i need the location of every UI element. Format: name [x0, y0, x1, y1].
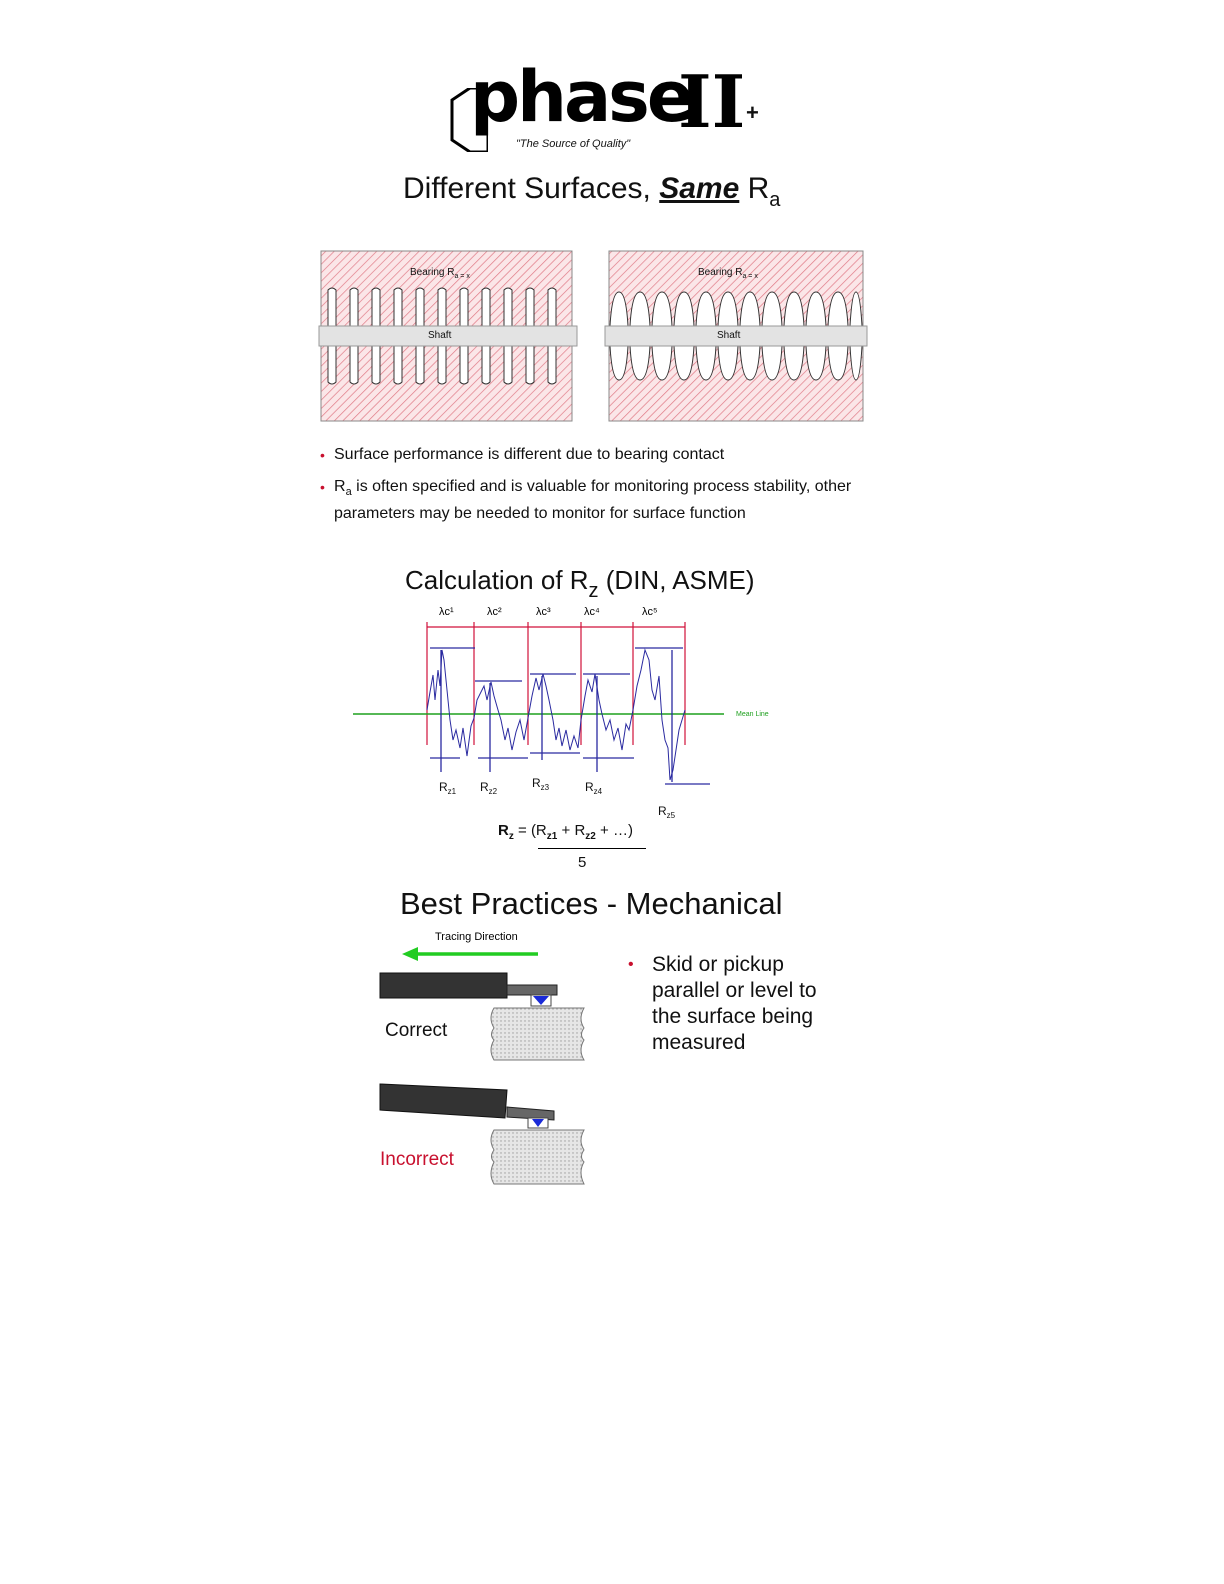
cutoff-label: λc⁴: [584, 606, 600, 618]
rz-label-2: $R_{z2}$: [480, 780, 498, 796]
title-emphasis: Same: [659, 172, 740, 205]
bullet-text: Skid or pickup parallel or level to the surface being measured: [652, 953, 817, 1054]
logo-tagline: "The Source of Quality": [516, 138, 631, 150]
title-prefix: Different Surfaces,: [403, 172, 660, 205]
tracing-direction-label: Tracing Direction: [435, 931, 518, 943]
logo-roman-numeral: II: [678, 59, 746, 144]
shaft-label-left: Shaft: [428, 330, 452, 341]
title-prefix: Calculation of R: [405, 565, 589, 595]
surface-bullet-list: [320, 444, 880, 535]
cutoff-label: λc¹: [439, 606, 454, 618]
bullet-r: R: [334, 478, 346, 495]
title-suffix: R: [739, 172, 770, 205]
bullet-dot: •: [320, 447, 325, 463]
list-item: [320, 476, 880, 525]
cutoff-label: λc³: [536, 606, 551, 618]
bullet-text: is often specified and is valuable for monitoring process stability, other parameters may be needed to monitor for surface function: [334, 478, 852, 523]
bearing-label-left: Bearing $R_{a = x}$: [410, 267, 470, 280]
rz-label-1: $R_{z1}$: [439, 780, 457, 796]
rz-calculation-diagram: [350, 600, 790, 825]
bullet-r-sub: a: [345, 486, 352, 499]
mean-line-label: Mean Line: [736, 711, 769, 718]
section-title-surfaces: [403, 172, 780, 212]
formula-denominator: 5: [578, 854, 587, 871]
stylus-alignment-diagram: [376, 928, 616, 1196]
logo-plus: +: [746, 100, 759, 125]
shaft-label-right: Shaft: [717, 330, 741, 341]
formula-fraction-bar: [538, 848, 646, 849]
mechanical-bullet: [628, 952, 818, 1056]
bearing-diagram-left: [318, 250, 580, 422]
rz-label-3: $R_{z3}$: [532, 776, 550, 792]
bullet-dot: •: [628, 956, 634, 973]
cutoff-label: λc²: [487, 606, 502, 618]
rz-label-5: $R_{z5}$: [658, 804, 676, 820]
rz-formula: [498, 822, 668, 874]
title-suffix: (DIN, ASME): [598, 565, 755, 595]
rz-profile-graphic: [350, 600, 790, 825]
section-title-rz: [405, 565, 755, 603]
list-item: [320, 444, 880, 466]
bullet-text: Surface performance is different due to bearing contact: [334, 446, 725, 463]
rz-label-4: $R_{z4}$: [585, 780, 603, 796]
title-subscript: a: [769, 189, 781, 211]
correct-label: Correct: [385, 1020, 448, 1041]
formula-numerator: $R_z = (R_{z1} + R_{z2}$ + …): [498, 822, 633, 842]
company-logo: [448, 56, 768, 158]
bearing-diagram-right: [604, 250, 870, 422]
section-title-best-practices: Best Practices - Mechanical: [400, 886, 783, 921]
logo-word: phase: [470, 56, 692, 138]
title-subscript: z: [588, 580, 599, 602]
bullet-dot: •: [320, 479, 325, 495]
cutoff-label: λc⁵: [642, 606, 658, 618]
bearing-label-right: Bearing $R_{a = x}$: [698, 267, 758, 280]
incorrect-label: Incorrect: [380, 1149, 454, 1170]
